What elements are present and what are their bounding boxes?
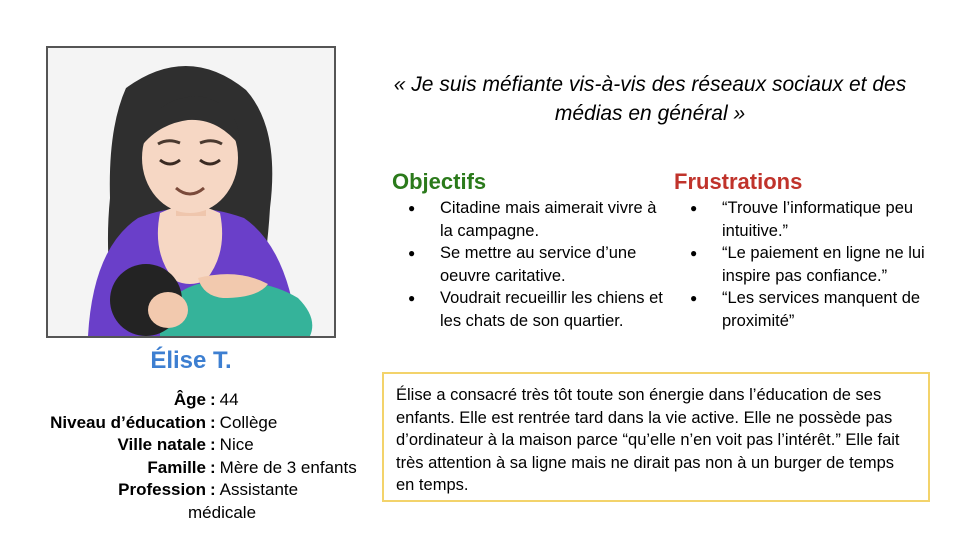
fact-value: 44: [219, 390, 239, 409]
persona-name: Élise T.: [150, 347, 232, 374]
fact-label: Niveau d’éducation: [50, 412, 206, 432]
fact-label: Famille: [147, 457, 206, 477]
fact-separator: :: [210, 412, 216, 432]
objectives-list: [408, 197, 668, 332]
fact-age: [0, 389, 380, 412]
fact-profession: [0, 479, 380, 502]
fact-value: Mère de 3 enfants: [219, 457, 357, 477]
objectives-title: Objectifs: [392, 169, 487, 194]
fact-education: [0, 412, 380, 435]
breastfeeding-woman-icon: [48, 48, 334, 336]
persona-facts: [0, 389, 380, 524]
persona-portrait: [46, 46, 336, 338]
fact-separator: :: [210, 457, 216, 477]
frustrations-list: [690, 197, 940, 332]
list-item: ● “Trouve l’informatique peu intuitive.”: [690, 197, 940, 242]
persona-bio: Élise a consacré très tôt toute son énergie dans l’éducation de ses enfants. Elle est rentrée tard dans la vie active. Elle ne possède pas d’ordinateur à la maison parce “qu’elle n’en voit pas l’intérêt.” Elle fait très attention à sa ligne mais ne dirait pas non à un burger de temps en temps.: [382, 372, 930, 502]
fact-separator: :: [210, 435, 216, 454]
fact-separator: :: [210, 390, 216, 409]
fact-label: Âge: [173, 390, 206, 409]
fact-value-continuation: médicale: [188, 502, 257, 522]
fact-hometown: [0, 434, 380, 457]
fact-label: Ville natale: [117, 435, 206, 454]
list-item: ● Se mettre au service d’une oeuvre caritative.: [408, 242, 668, 287]
list-item: ● Voudrait recueillir les chiens et les chats de son quartier.: [408, 287, 668, 332]
fact-value: Assistante: [219, 480, 299, 499]
fact-separator: :: [210, 480, 216, 499]
list-item: ● “Le paiement en ligne ne lui inspire pas confiance.”: [690, 242, 940, 287]
persona-quote: « Je suis méfiante vis-à-vis des réseaux sociaux et des médias en général »: [393, 73, 907, 125]
list-item: ● “Les services manquent de proximité”: [690, 287, 940, 332]
fact-value: Nice: [219, 435, 254, 454]
fact-family: [0, 457, 380, 480]
fact-label: Profession: [118, 480, 206, 499]
frustrations-title: Frustrations: [674, 169, 803, 194]
fact-value: Collège: [219, 412, 278, 432]
list-item: ● Citadine mais aimerait vivre à la campagne.: [408, 197, 668, 242]
